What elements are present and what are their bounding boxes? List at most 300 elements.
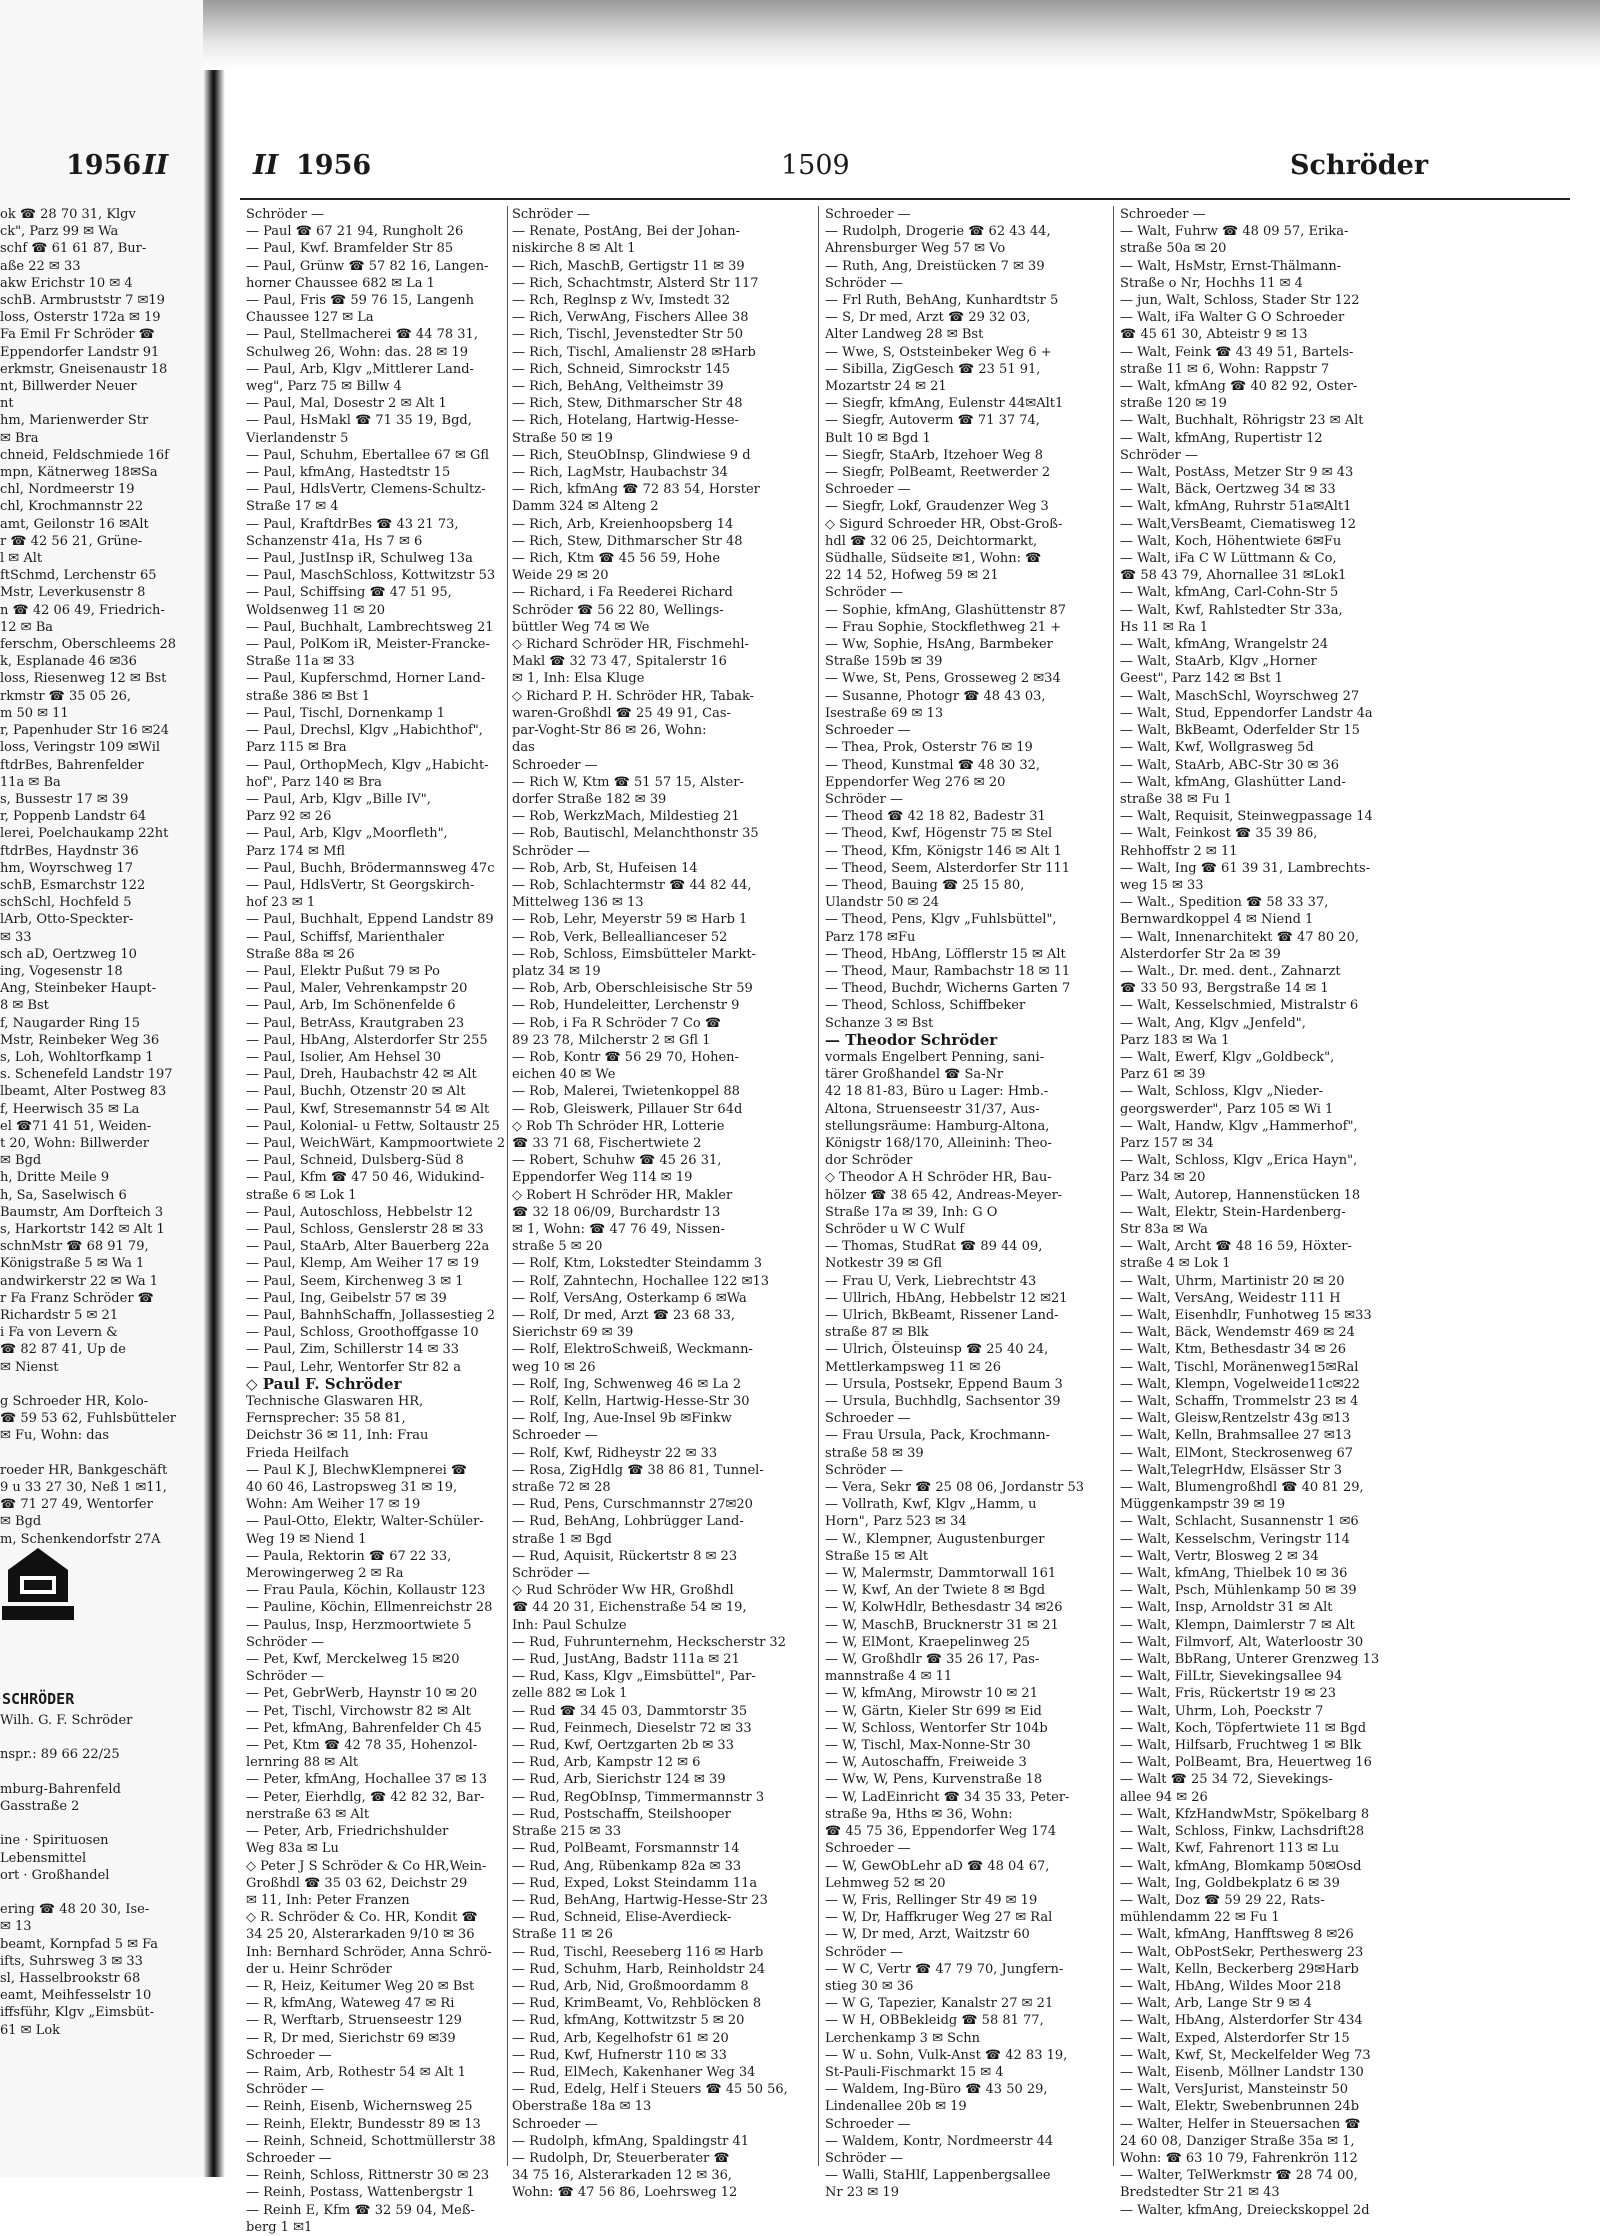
directory-entry: ◇ Theodor A H Schröder HR, Bau-	[825, 1170, 1052, 1186]
directory-entry: Wohn: ☎ 47 56 86, Loehrsweg 12	[512, 2185, 738, 2201]
directory-entry: — Paul, Schloss, Genslerstr 28 ✉ 33	[246, 1221, 484, 1237]
directory-entry: — Walt,VersBeamt, Ciematisweg 12	[1120, 516, 1356, 532]
directory-entry: Geest", Parz 142 ✉ Bst 1	[1120, 671, 1283, 687]
directory-entry: — Walt, Schloss, Klgv „Nieder-	[1120, 1084, 1324, 1100]
directory-entry: — Theod, Bauing ☎ 25 15 80,	[825, 877, 1025, 893]
directory-entry: — Renate, PostAng, Bei der Johan-	[512, 224, 741, 240]
directory-entry: Technische Glaswaren HR,	[246, 1394, 424, 1410]
directory-entry: — Rolf, ElektroSchweiß, Weckmann-	[512, 1342, 753, 1358]
directory-entry: — Rob, Bautischl, Melanchthonstr 35	[512, 826, 759, 842]
directory-entry: Schröder —	[246, 207, 324, 222]
directory-entry: loss, Osterstr 172a ✉ 19	[0, 310, 161, 326]
directory-entry: — Walt, Requisit, Steinwegpassage 14	[1120, 809, 1373, 825]
directory-entry: Lebensmittel	[0, 1850, 87, 1866]
directory-entry: — Paul, Buchh, Otzenstr 20 ✉ Alt	[246, 1084, 466, 1100]
directory-entry: — Walter, TelWerkmstr ☎ 28 74 00,	[1120, 2168, 1358, 2184]
directory-entry: rkmstr ☎ 35 05 26,	[0, 688, 132, 704]
directory-entry: — Pet, Ktm ☎ 42 78 35, Hohenzol-	[246, 1738, 478, 1754]
directory-entry: schB. Armbruststr 7 ✉19	[0, 293, 165, 309]
directory-entry: Schanzenstr 41a, Hs 7 ✉ 6	[246, 533, 423, 549]
directory-entry: — Peter, kfmAng, Hochallee 37 ✉ 13	[246, 1772, 487, 1788]
directory-column-4	[1120, 206, 1402, 2219]
directory-entry: — Walt, kfmAng ☎ 40 82 92, Oster-	[1120, 379, 1358, 395]
directory-entry: — Walt, Ing, Goldbekplatz 6 ✉ 39	[1120, 1875, 1340, 1891]
directory-entry: — Waldem, Kontr, Nordmeerstr 44	[825, 2133, 1054, 2149]
directory-entry: — Walt, StaArb, ABC-Str 30 ✉ 36	[1120, 757, 1340, 773]
directory-entry: ☎ 44 20 31, Eichenstraße 54 ✉ 19,	[512, 1600, 747, 1616]
directory-entry: — Walt, Koch, Töpfertwiete 11 ✉ Bgd	[1120, 1720, 1367, 1736]
year-heading: 1956	[296, 150, 372, 181]
directory-entry: beamt, Kornpfad 5 ✉ Fa	[0, 1936, 159, 1952]
directory-entry: — Rudolph, kfmAng, Spaldingstr 41	[512, 2133, 750, 2149]
directory-entry: r, Poppenb Landstr 64	[0, 809, 147, 825]
directory-entry: 8 ✉ Bst	[0, 998, 49, 1014]
directory-entry: — Rich, Stew, Dithmarscher Str 48	[512, 533, 743, 549]
directory-entry: — Theod, Kunstmal ☎ 48 30 32,	[825, 757, 1041, 773]
directory-entry: — Rud, RegObInsp, Timmermannstr 3	[512, 1789, 765, 1805]
pf-schroeder-logo	[2, 1540, 74, 1622]
directory-entry: — Walt, Fuhrw ☎ 48 09 57, Erika-	[1120, 224, 1349, 240]
directory-entry: — Ursula, Buchhdlg, Sachsentor 39	[825, 1394, 1061, 1410]
ad-brand-name: SCHRÖDER	[2, 1690, 75, 1708]
directory-entry: niskirche 8 ✉ Alt 1	[512, 241, 636, 257]
directory-entry: — Walt, Autorep, Hannenstücken 18	[1120, 1187, 1361, 1203]
directory-entry: — Ww, Sophie, HsAng, Barmbeker	[825, 637, 1053, 653]
directory-entry: straße 72 ✉ 28	[512, 1480, 611, 1496]
directory-entry: — W, MaschB, Brucknerstr 31 ✉ 21	[825, 1617, 1059, 1633]
directory-entry: — Wwe, St, Pens, Grosseweg 2 ✉34	[825, 671, 1061, 687]
directory-entry: — Paul, HdlsVertr, Clemens-Schultz-	[246, 482, 486, 498]
directory-entry: Baumstr, Am Dorfteich 3	[0, 1204, 164, 1220]
directory-entry: eichen 40 ✉ We	[512, 1067, 616, 1083]
column-divider	[818, 206, 819, 2166]
directory-entry: — Rich, LagMstr, Haubachstr 34	[512, 465, 728, 481]
directory-entry: chneid, Feldschmiede 16f	[0, 447, 169, 463]
directory-entry: Schroeder —	[1120, 207, 1206, 222]
directory-entry: — Reinh, Schneid, Schottmüllerstr 38	[246, 2133, 496, 2149]
directory-entry: — Richard, i Fa Reederei Richard	[512, 585, 733, 601]
directory-entry: — Reinh E, Kfm ☎ 32 59 04, Meß-	[246, 2202, 475, 2218]
directory-entry: — Paul, HbAng, Alsterdorfer Str 255	[246, 1032, 488, 1048]
directory-entry: Weide 29 ✉ 20	[512, 568, 609, 584]
directory-entry: 89 23 78, Milcherstr 2 ✉ Gfl 1	[512, 1032, 711, 1048]
column-divider	[1113, 206, 1114, 2166]
directory-entry: — W, Dr, Haffkruger Weg 27 ✉ Ral	[825, 1910, 1053, 1926]
directory-entry: — Raim, Arb, Rothestr 54 ✉ Alt 1	[246, 2064, 466, 2080]
directory-entry: — Walt ☎ 25 34 72, Sievekings-	[1120, 1772, 1333, 1788]
directory-entry: ☎ 45 61 30, Abteistr 9 ✉ 13	[1120, 327, 1308, 343]
directory-entry: Bredstedter Str 21 ✉ 43	[1120, 2185, 1280, 2201]
directory-entry: straße 38 ✉ Fu 1	[1120, 791, 1232, 807]
directory-entry: Parz 157 ✉ 34	[1120, 1135, 1214, 1151]
directory-entry: nt	[0, 396, 14, 412]
directory-entry: lArb, Otto-Speckter-	[0, 912, 134, 928]
directory-entry: — Walt, VersAng, Weidestr 111 H	[1120, 1290, 1341, 1306]
directory-entry: ✉ 1, Inh: Elsa Kluge	[512, 671, 645, 687]
directory-entry: — Siegfr, StaArb, Itzehoer Weg 8	[825, 447, 1044, 463]
directory-entry: — Rud, BehAng, Lohbrügger Land-	[512, 1514, 744, 1530]
directory-entry: — S, Dr med, Arzt ☎ 29 32 03,	[825, 310, 1031, 326]
directory-entry: — Walt, kfmAng, Wrangelstr 24	[1120, 637, 1329, 653]
directory-entry: weg 10 ✉ 26	[512, 1359, 596, 1375]
directory-entry: Alsterdorfer Str 2a ✉ 39	[1120, 946, 1281, 962]
directory-entry: — Rudolph, Dr, Steuerberater ☎	[512, 2150, 730, 2166]
directory-entry: — Rob, Arb, St, Hufeisen 14	[512, 860, 698, 876]
directory-entry: — Walt, BbRang, Unterer Grenzweg 13	[1120, 1652, 1380, 1668]
directory-entry: Schröder —	[246, 2082, 324, 2098]
directory-entry: Weg 19 ✉ Niend 1	[246, 1531, 367, 1547]
directory-entry: ✉ 13	[0, 1919, 32, 1935]
directory-entry: — Walt, kfmAng, Hanfftsweg 8 ✉26	[1120, 1927, 1354, 1943]
directory-entry: — Rolf, Kelln, Hartwig-Hesse-Str 30	[512, 1394, 750, 1410]
directory-entry: hölzer ☎ 38 65 42, Andreas-Meyer-	[825, 1187, 1063, 1203]
directory-entry: ☎ 32 18 06/09, Burchardstr 13	[512, 1204, 721, 1220]
directory-entry: — Walt, StaArb, Klgv „Horner	[1120, 654, 1317, 670]
directory-entry: weg 15 ✉ 33	[1120, 877, 1204, 893]
directory-entry: — Paul, Fris ☎ 59 76 15, Langenh	[246, 293, 475, 309]
directory-entry: Schroeder —	[825, 482, 911, 498]
directory-entry: — Walt, Buchhalt, Röhrigstr 23 ✉ Alt	[1120, 413, 1364, 429]
directory-entry: ftSchmd, Lerchenstr 65	[0, 568, 157, 584]
directory-entry: — W, Malermstr, Dammtorwall 161	[825, 1566, 1057, 1582]
directory-entry: — Paul, Grünw ☎ 57 82 16, Langen-	[246, 258, 489, 274]
directory-entry: — Walt, Kwf, Wollgrasweg 5d	[1120, 740, 1314, 756]
directory-entry: — Walt, HbAng, Wildes Moor 218	[1120, 1978, 1342, 1994]
directory-entry: Parz 92 ✉ 26	[246, 809, 332, 825]
directory-entry: Parz 34 ✉ 20	[1120, 1170, 1206, 1186]
directory-entry: — Walt, Klempn, Vogelweide11c✉22	[1120, 1376, 1361, 1392]
directory-entry: — Theod, Maur, Rambachstr 18 ✉ 11	[825, 963, 1071, 979]
column-divider	[507, 206, 508, 2166]
directory-entry: — W, kfmAng, Mirowstr 10 ✉ 21	[825, 1686, 1038, 1702]
directory-entry: Schroeder —	[246, 2047, 332, 2063]
directory-entry: — Walt, Schaffn, Trommelstr 23 ✉ 4	[1120, 1394, 1359, 1410]
directory-entry: Makl ☎ 32 73 47, Spitalerstr 16	[512, 654, 727, 670]
directory-entry: Schroeder —	[825, 207, 911, 222]
left-page-volume: II	[143, 150, 169, 181]
directory-entry: Straße 159b ✉ 39	[825, 654, 943, 670]
directory-entry: chl, Krochmannstr 22	[0, 499, 144, 515]
directory-entry: — Rob, Gleiswerk, Pillauer Str 64d	[512, 1101, 743, 1117]
directory-entry: Straße 88a ✉ 26	[246, 946, 355, 962]
directory-entry: — Paul, OrthopMech, Klgv „Habicht-	[246, 757, 489, 773]
directory-entry: m, Schenkendorfstr 27A	[0, 1531, 161, 1547]
directory-entry: Schröder —	[825, 2150, 903, 2166]
directory-entry: — Rob, Schlachtermstr ☎ 44 82 44,	[512, 877, 752, 893]
directory-entry: — Rud, KrimBeamt, Vo, Rehblöcken 8	[512, 1996, 762, 2012]
directory-entry: — W, Autoschaffn, Freiweide 3	[825, 1755, 1027, 1771]
directory-entry: Straße 15 ✉ Alt	[825, 1548, 929, 1564]
directory-entry: ort · Großhandel	[0, 1867, 110, 1883]
directory-entry: — Paul, Buchhalt, Lambrechtsweg 21	[246, 619, 494, 635]
directory-entry	[0, 1729, 195, 1746]
directory-entry: ftdrBes, Bahrenfelder	[0, 757, 144, 773]
directory-entry: Ang, Steinbeker Haupt-	[0, 981, 157, 997]
directory-entry: — Theod, Kwf, Högenstr 75 ✉ Stel	[825, 826, 1053, 842]
directory-entry: — Frau Paula, Köchin, Kollaustr 123	[246, 1583, 486, 1599]
directory-entry: — Paul, JustInsp iR, Schulweg 13a	[246, 551, 473, 567]
directory-entry: St-Pauli-Fischmarkt 15 ✉ 4	[825, 2064, 1004, 2080]
directory-entry: — Walt, Psch, Mühlenkamp 50 ✉ 39	[1120, 1583, 1357, 1599]
directory-entry: — Paul, Buchh, Brödermannsweg 47c	[246, 860, 495, 876]
directory-entry: Parz 115 ✉ Bra	[246, 740, 347, 756]
directory-entry: Eppendorfer Landstr 91	[0, 344, 160, 360]
directory-entry: Großhdl ☎ 35 03 62, Deichstr 29	[246, 1875, 468, 1891]
directory-entry: — Rob, Hundeleitter, Lerchenstr 9	[512, 998, 740, 1014]
directory-entry: — Rich W, Ktm ☎ 51 57 15, Alster-	[512, 774, 744, 790]
directory-entry: — Paul, Stellmacherei ☎ 44 78 31,	[246, 327, 478, 343]
directory-entry: — W, Gärtn, Kieler Str 699 ✉ Eid	[825, 1703, 1042, 1719]
directory-entry: Königstraße 5 ✉ Wa 1	[0, 1256, 145, 1272]
directory-entry: Parz 178 ✉Fu	[825, 929, 916, 945]
directory-entry: Schröder —	[825, 791, 903, 807]
directory-entry: — R, Heiz, Keitumer Weg 20 ✉ Bst	[246, 1978, 475, 1994]
directory-entry: Fa Emil Fr Schröder ☎	[0, 327, 155, 343]
directory-entry: ✉ Fu, Wohn: das	[0, 1428, 109, 1444]
directory-entry: — Walt, HsMstr, Ernst-Thälmann-	[1120, 258, 1342, 274]
directory-entry: 22 14 52, Hofweg 59 ✉ 21	[825, 568, 999, 584]
directory-entry: — Walt, kfmAng, Thielbek 10 ✉ 36	[1120, 1566, 1348, 1582]
directory-entry: Schröder —	[825, 1462, 903, 1478]
directory-entry: s, Loh, Wohltorfkamp 1	[0, 1049, 154, 1065]
directory-entry: — Paul, Maler, Vehrenkampstr 20	[246, 981, 468, 997]
directory-entry: — Rud, ElMech, Kakenhaner Weg 34	[512, 2064, 756, 2080]
directory-entry: — Pet, Kwf, Merckelweg 15 ✉20	[246, 1652, 460, 1668]
directory-entry: — Walt, FilLtr, Sievekingsallee 94	[1120, 1669, 1343, 1685]
directory-entry: — Rob, Lehr, Meyerstr 59 ✉ Harb 1	[512, 912, 748, 928]
directory-entry: — Paul, Schneid, Dulsberg-Süd 8	[246, 1153, 464, 1169]
directory-entry	[0, 1376, 195, 1393]
directory-entry: — R, Werftarb, Struenseestr 129	[246, 2013, 462, 2029]
directory-entry: — Paul ☎ 67 21 94, Rungholt 26	[246, 224, 464, 240]
directory-entry: — Rich, Schneid, Simrockstr 145	[512, 361, 731, 377]
directory-entry: ✉ 11, Inh: Peter Franzen	[246, 1892, 410, 1908]
directory-entry: tärer Großhandel ☎ Sa-Nr	[825, 1067, 1004, 1083]
directory-entry: — Theod, Pens, Klgv „Fuhlsbüttel",	[825, 912, 1057, 928]
directory-entry: 9 u 33 27 30, Neß 1 ✉11,	[0, 1480, 167, 1496]
directory-entry: — Walt, Doz ☎ 59 29 22, Rats-	[1120, 1892, 1325, 1908]
directory-entry: Fernsprecher: 35 58 81,	[246, 1411, 406, 1427]
directory-entry: — Rob, Kontr ☎ 56 29 70, Hohen-	[512, 1049, 739, 1065]
directory-entry: waren-Großhdl ☎ 25 49 91, Cas-	[512, 705, 731, 721]
directory-entry: s, Bussestr 17 ✉ 39	[0, 791, 129, 807]
directory-entry: Richardstr 5 ✉ 21	[0, 1308, 119, 1323]
directory-entry: Alter Landweg 28 ✉ Bst	[825, 327, 984, 343]
directory-entry: — Rudolph, Drogerie ☎ 62 43 44,	[825, 224, 1051, 240]
directory-entry: ifts, Suhrsweg 3 ✉ 33	[0, 1953, 143, 1969]
directory-entry: — Rud, Arb, Kampstr 12 ✉ 6	[512, 1755, 701, 1771]
directory-entry: — Walt, Exped, Alsterdorfer Str 15	[1120, 2030, 1350, 2046]
directory-entry: Straße 215 ✉ 33	[512, 1824, 622, 1840]
directory-entry: — Walt, Fris, Rückertstr 19 ✉ 23	[1120, 1686, 1337, 1702]
directory-entry: — Walt, Ing ☎ 61 39 31, Lambrechts-	[1120, 860, 1371, 876]
directory-entry: Hs 11 ✉ Ra 1	[1120, 619, 1209, 635]
directory-entry: Schroeder —	[512, 1428, 598, 1444]
directory-entry: straße 386 ✉ Bst 1	[246, 688, 371, 704]
directory-entry: allee 94 ✉ 26	[1120, 1789, 1208, 1805]
directory-entry: — Rich, MaschB, Gertigstr 11 ✉ 39	[512, 258, 745, 274]
directory-entry: — Walt, Insp, Arnoldstr 31 ✉ Alt	[1120, 1600, 1333, 1616]
directory-entry: ✉ 1, Wohn: ☎ 47 76 49, Nissen-	[512, 1221, 725, 1237]
directory-entry: nt, Billwerder Neuer	[0, 379, 137, 395]
left-page-column	[0, 206, 195, 1548]
directory-entry: 11a ✉ Ba	[0, 774, 61, 790]
directory-entry: — Paul, Kupferschmd, Horner Land-	[246, 671, 486, 687]
directory-entry: — Pet, kfmAng, Bahrenfelder Ch 45	[246, 1720, 482, 1736]
directory-entry: ✉ 33	[0, 929, 32, 945]
directory-entry: Schröder —	[825, 1944, 903, 1960]
directory-entry: — Paul, Arb, Im Schönenfelde 6	[246, 998, 456, 1014]
directory-entry: — Wwe, S, Oststeinbeker Weg 6 +	[825, 344, 1052, 360]
directory-entry: Lindenallee 20b ✉ 19	[825, 2099, 967, 2115]
directory-entry: — W C, Vertr ☎ 47 79 70, Jungfern-	[825, 1961, 1064, 1977]
directory-entry: ☎ 82 87 41, Up de	[0, 1342, 126, 1358]
directory-entry: — Walt, Ktm, Bethesdastr 34 ✉ 26	[1120, 1342, 1347, 1358]
directory-entry: — Pet, Tischl, Virchowstr 82 ✉ Alt	[246, 1703, 471, 1719]
directory-entry: Notkestr 39 ✉ Gfl	[825, 1256, 942, 1272]
directory-entry: h, Sa, Saselwisch 6	[0, 1187, 127, 1203]
directory-entry: — Rich, Stew, Dithmarscher Str 48	[512, 396, 743, 412]
directory-entry: Damm 324 ✉ Alteng 2	[512, 499, 659, 515]
directory-entry: Schröder —	[1120, 447, 1198, 463]
directory-entry: — Paul, Drechsl, Klgv „Habichthof",	[246, 723, 483, 739]
directory-entry: ✉ Bgd	[0, 1153, 42, 1169]
directory-entry: Bernwardkoppel 4 ✉ Niend 1	[1120, 912, 1314, 928]
directory-entry: straße 87 ✉ Blk	[825, 1325, 929, 1341]
directory-entry: — Walt, Koch, Höhentwiete 6✉Fu	[1120, 533, 1342, 549]
directory-entry: platz 34 ✉ 19	[512, 963, 601, 979]
directory-entry: — W, Kwf, An der Twiete 8 ✉ Bgd	[825, 1583, 1046, 1599]
directory-entry: — Walter, Helfer in Steuersachen ☎	[1120, 2116, 1361, 2132]
directory-entry: schf ☎ 61 61 87, Bur-	[0, 241, 147, 257]
directory-entry: — Rich, VerwAng, Fischers Allee 38	[512, 310, 749, 326]
directory-entry: — W, KolwHdlr, Bethesdastr 34 ✉26	[825, 1600, 1063, 1616]
directory-entry: ◇ Richard P. H. Schröder HR, Tabak-	[512, 688, 755, 704]
directory-entry: eamt, Meihfesselstr 10	[0, 1988, 152, 2004]
directory-entry: Lerchenkamp 3 ✉ Schn	[825, 2030, 981, 2046]
directory-entry: — Walt, ElMont, Steckrosenweg 67	[1120, 1445, 1353, 1461]
directory-entry: — Ruth, Ang, Dreistücken 7 ✉ 39	[825, 258, 1045, 274]
directory-entry: Straße 17 ✉ 4	[246, 499, 339, 515]
directory-entry: Straße 17a ✉ 39, Inh: G O	[825, 1204, 998, 1220]
directory-column-3	[825, 206, 1108, 2202]
directory-entry: lernring 88 ✉ Alt	[246, 1755, 359, 1771]
directory-entry: r ☎ 42 56 21, Grüne-	[0, 533, 143, 549]
directory-entry: — Paul, Kfm ☎ 47 50 46, Widukind-	[246, 1170, 485, 1186]
directory-entry: nspr.: 89 66 22/25	[0, 1747, 120, 1763]
directory-entry: Wilh. G. F. Schröder	[0, 1713, 133, 1728]
directory-entry	[0, 1445, 195, 1462]
directory-entry: — Rud, JustAng, Badstr 111a ✉ 21	[512, 1652, 740, 1668]
directory-entry: dor Schröder	[825, 1153, 913, 1169]
directory-entry: — Waldem, Ing-Büro ☎ 43 50 29,	[825, 2082, 1048, 2098]
directory-entry: Eppendorfer Weg 276 ✉ 20	[825, 774, 1006, 790]
directory-entry: — Walt, Eisenhdlr, Funhotweg 15 ✉33	[1120, 1308, 1372, 1323]
directory-entry: — Rolf, Ing, Schwenweg 46 ✉ La 2	[512, 1376, 742, 1392]
directory-entry: — Rud, Arb, Nid, Großmoordamm 8	[512, 1978, 749, 1994]
directory-entry: vormals Engelbert Penning, sani-	[825, 1049, 1045, 1065]
directory-entry: — Walt, kfmAng, Rupertistr 12	[1120, 430, 1323, 446]
directory-entry: — Paul, Arb, Klgv „Mittlerer Land-	[246, 361, 474, 377]
directory-entry: stellungsräume: Hamburg-Altona,	[825, 1118, 1050, 1134]
directory-entry: ◇ Peter J S Schröder & Co HR,Wein-	[246, 1858, 487, 1874]
directory-entry: — Pauline, Köchin, Ellmenreichstr 28	[246, 1600, 493, 1616]
directory-entry: Rehhoffstr 2 ✉ 11	[1120, 843, 1238, 859]
directory-entry: sl, Hasselbrookstr 68	[0, 1971, 141, 1987]
directory-entry: — Rud, Postschaffn, Steilshooper	[512, 1806, 731, 1822]
directory-entry: hof", Parz 140 ✉ Bra	[246, 774, 382, 790]
directory-entry: Schulweg 26, Wohn: das. 28 ✉ 19	[246, 344, 468, 360]
directory-entry: Schröder —	[825, 275, 903, 291]
left-page-year: 1956	[66, 150, 142, 181]
directory-entry: — Rob, Malerei, Twietenkoppel 88	[512, 1084, 740, 1100]
directory-entry: — W, Tischl, Max-Nonne-Str 30	[825, 1738, 1031, 1754]
directory-entry: — Rich, Hotelang, Hartwig-Hesse-	[512, 413, 739, 429]
directory-entry: ◇ Rob Th Schröder HR, Lotterie	[512, 1118, 725, 1134]
directory-entry: — Rud, BehAng, Hartwig-Hesse-Str 23	[512, 1892, 768, 1908]
directory-entry: hof 23 ✉ 1	[246, 895, 316, 911]
directory-entry: Schroeder —	[512, 757, 598, 773]
directory-entry: hm, Marienwerder Str	[0, 413, 149, 429]
directory-entry: Schroeder —	[825, 1841, 911, 1857]
directory-entry: Schröder —	[246, 1634, 324, 1650]
directory-entry: — Walt, Eisenb, Möllner Landstr 130	[1120, 2064, 1364, 2080]
directory-entry: — Rich, Tischl, Jevenstedter Str 50	[512, 327, 744, 343]
directory-entry: lbeamt, Alter Postweg 83	[0, 1084, 167, 1100]
directory-entry: Parz 174 ✉ Mfl	[246, 843, 346, 859]
directory-entry: — Paul, PolKom iR, Meister-Francke-	[246, 637, 490, 653]
directory-entry: — Paul, Schiffsing ☎ 47 51 95,	[246, 585, 452, 601]
directory-entry: k, Esplanade 46 ✉36	[0, 654, 137, 670]
directory-entry: — Paul, Autoschloss, Hebbelstr 12	[246, 1204, 473, 1220]
directory-entry: — Walt, kfmAng, Glashütter Land-	[1120, 774, 1346, 790]
directory-entry: n ☎ 42 06 49, Friedrich-	[0, 602, 165, 618]
directory-entry: — Theod, Schloss, Schiffbeker	[825, 998, 1026, 1014]
directory-entry: — Paul, Klemp, Am Weiher 17 ✉ 19	[246, 1256, 479, 1272]
directory-entry: — Paula, Rektorin ☎ 67 22 33,	[246, 1548, 452, 1564]
directory-entry: — Paul, Elektr Pußut 79 ✉ Po	[246, 963, 440, 979]
directory-entry: — Walt, Handw, Klgv „Hammerhof",	[1120, 1118, 1358, 1134]
directory-entry: ok ☎ 28 70 31, Klgv	[0, 207, 136, 222]
directory-entry: Schröder ☎ 56 22 80, Wellings-	[512, 602, 724, 618]
directory-entry: — Walt, kfmAng, Ruhrstr 51a✉Alt1	[1120, 499, 1352, 515]
directory-entry: ◇ Robert H Schröder HR, Makler	[512, 1187, 733, 1203]
directory-entry: Mstr, Leverkusenstr 8	[0, 585, 146, 601]
directory-entry: straße 58 ✉ 39	[825, 1445, 924, 1461]
directory-entry: — Rud, Kwf, Hufnerstr 110 ✉ 33	[512, 2047, 727, 2063]
directory-entry: Schröder —	[512, 843, 590, 859]
directory-entry: Straße 11 ✉ 26	[512, 1927, 613, 1943]
directory-entry: — Walt, Arb, Lange Str 9 ✉ 4	[1120, 1996, 1313, 2012]
directory-entry: — Rich, Tischl, Amalienstr 28 ✉Harb	[512, 344, 756, 360]
directory-entry: — Walt, Klempn, Daimlerstr 7 ✉ Alt	[1120, 1617, 1355, 1633]
directory-entry: — Paul, Tischl, Dornenkamp 1	[246, 705, 445, 721]
directory-entry: — W H, OBBekleidg ☎ 58 81 77,	[825, 2013, 1044, 2029]
directory-entry: r, Papenhuder Str 16 ✉24	[0, 723, 170, 739]
directory-entry: schB, Esmarchstr 122	[0, 877, 146, 893]
directory-entry: — Paul, Schuhm, Ebertallee 67 ✉ Gfl	[246, 447, 490, 463]
directory-entry: straße 4 ✉ Lok 1	[1120, 1256, 1231, 1272]
directory-entry: straße 50a ✉ 20	[1120, 241, 1227, 257]
directory-entry: — Pet, GebrWerb, Haynstr 10 ✉ 20	[246, 1686, 478, 1702]
directory-entry: — W, ElMont, Kraepelinweg 25	[825, 1634, 1031, 1650]
directory-entry: — Paul, Arb, Klgv „Moorfleth",	[246, 826, 448, 842]
directory-entry: andwirkerstr 22 ✉ Wa 1	[0, 1273, 159, 1289]
directory-entry: — Rob, i Fa R Schröder 7 Co ☎	[512, 1015, 722, 1031]
directory-entry: — Rud, kfmAng, Kottwitzstr 5 ✉ 20	[512, 2013, 745, 2029]
directory-entry: Oberstraße 18a ✉ 13	[512, 2099, 652, 2115]
directory-entry: f, Naugarder Ring 15	[0, 1015, 141, 1031]
